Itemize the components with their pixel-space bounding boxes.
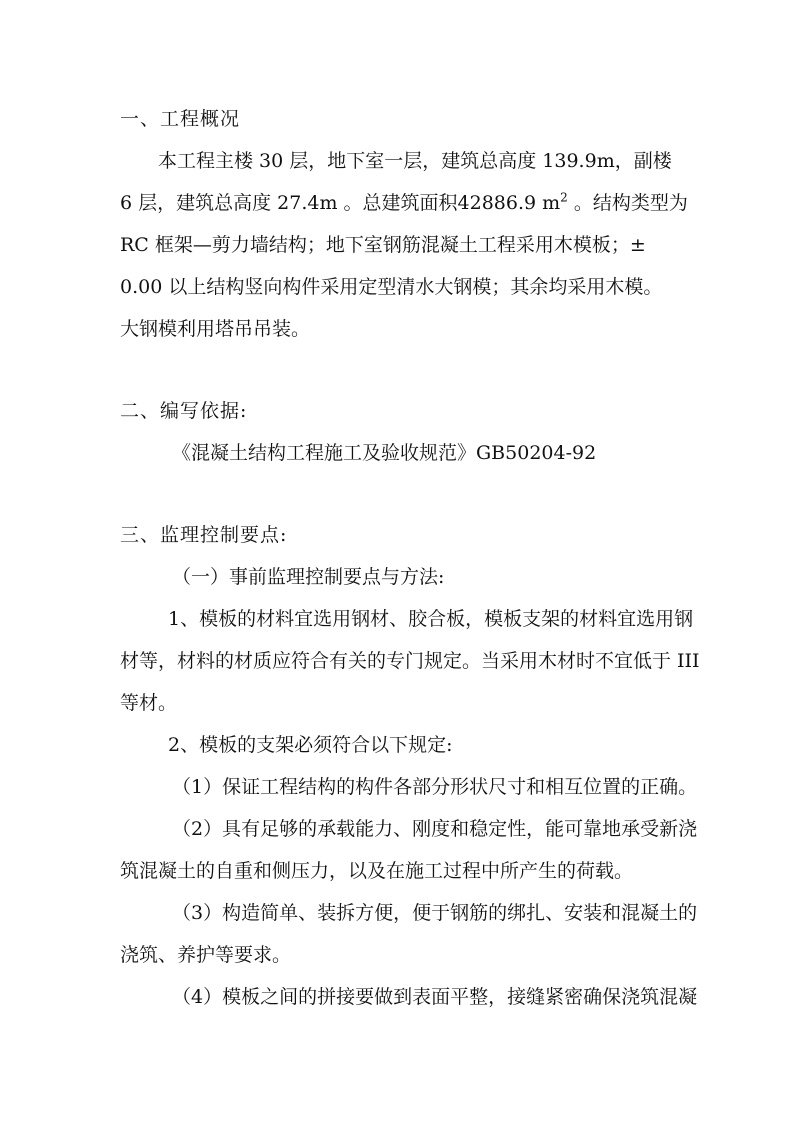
item-3-line-1: （3）构造简单、装拆方便，便于钢筋的绑扎、安装和混凝土的	[172, 902, 698, 924]
section-3-heading: 三、监理控制要点:	[120, 524, 288, 546]
section-1-line-5: 大钢模利用塔吊吊装。	[120, 318, 311, 340]
subsection-1-heading: （一）事前监理控制要点与方法:	[172, 566, 445, 588]
section-1-line-2	[120, 190, 688, 216]
point-1-line-1: 1、模板的材料宜选用钢材、胶合板，模板支架的材料宜选用钢	[168, 608, 694, 630]
area-unit-superscript: 2	[560, 190, 568, 205]
section-1-line-2-text: 6 层，建筑总高度 27.4m 。总建筑面积42886.9 m	[120, 192, 561, 214]
section-1-line-4: 0.00 以上结构竖向构件采用定型清水大钢模；其余均采用木模。	[120, 276, 663, 298]
item-4-line-1: （4）模板之间的拼接要做到表面平整，接缝紧密确保浇筑混凝	[172, 986, 698, 1008]
point-2-heading: 2、模板的支架必须符合以下规定:	[168, 734, 453, 756]
item-1: （1）保证工程结构的构件各部分形状尺寸和相互位置的正确。	[172, 776, 698, 798]
section-1-heading: 一、工程概况	[120, 108, 241, 130]
section-2-heading: 二、编写依据:	[120, 400, 248, 422]
reference-standard: 《混凝土结构工程施工及验收规范》GB50204-92	[172, 442, 597, 464]
item-3-line-2: 浇筑、养护等要求。	[120, 944, 292, 966]
section-1-line-2-tail: 。结构类型为	[573, 192, 688, 214]
item-2-line-2: 筑混凝土的自重和侧压力，以及在施工过程中所产生的荷载。	[120, 860, 634, 882]
point-1-line-2: 材等，材料的材质应符合有关的专门规定。当采用木材时不宜低于 III	[120, 650, 700, 672]
item-2-line-1: （2）具有足够的承载能力、刚度和稳定性，能可靠地承受新浇	[172, 818, 698, 840]
section-1-line-3: RC 框架—剪力墙结构；地下室钢筋混凝土工程采用木模板；±	[120, 234, 646, 256]
section-1-line-1: 本工程主楼 30 层，地下室一层，建筑总高度 139.9m，副楼	[158, 150, 672, 172]
point-1-line-3: 等材。	[120, 692, 178, 714]
